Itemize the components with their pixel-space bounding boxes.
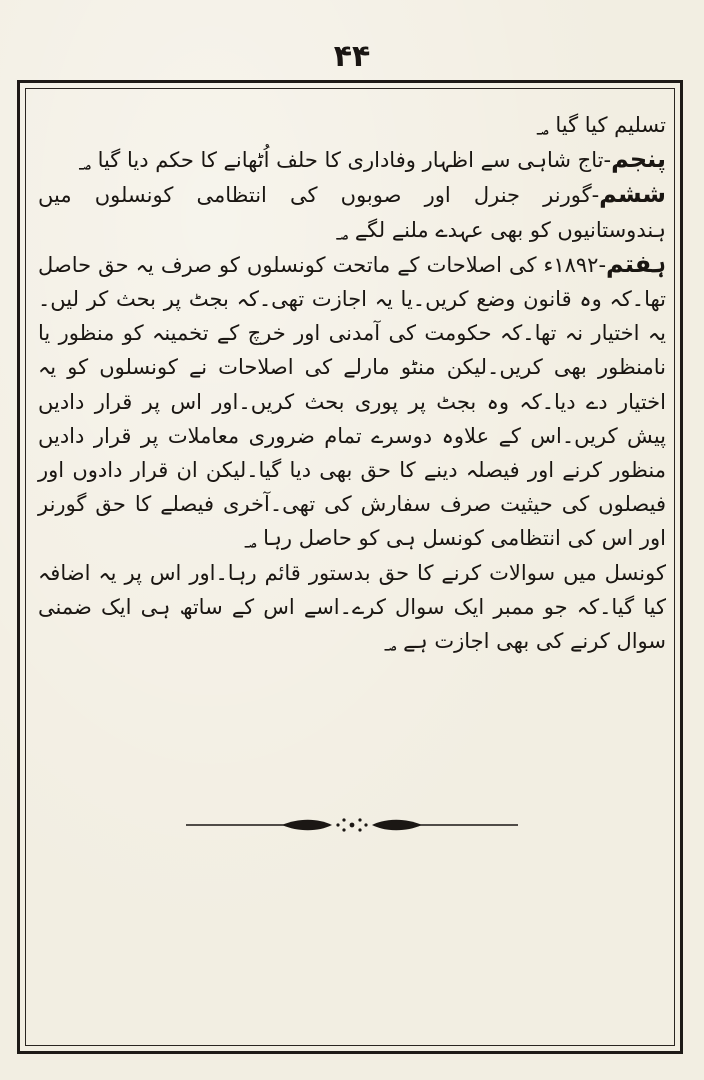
- paragraph-sixth: [38, 177, 666, 246]
- paragraph-text: تسلیم کیا گیا ؃: [536, 113, 666, 137]
- page-number: ۴۴: [333, 39, 371, 74]
- paragraph-heading: پنجم: [611, 145, 666, 174]
- paragraph-opening: [38, 108, 666, 142]
- paragraph-fifth: [38, 142, 666, 177]
- paragraph-text: -تاج شاہی سے اظہار وفاداری کا حلف اُٹھانے کا حکم دیا گیا ؃: [78, 148, 612, 173]
- paragraph-heading: ششم: [599, 180, 666, 209]
- paragraph-seventh: [38, 247, 666, 556]
- body-text: [38, 108, 666, 658]
- paragraph-text: -گورنر جنرل اور صوبوں کی انتظامی کونسلوں میں ہندوستانیوں کو بھی عہدے ملنے لگے ؃: [38, 183, 666, 242]
- paragraph-text: -۱۸۹۲ء کی اصلاحات کے ماتحت کونسلوں کو صرف یہ حق حاصل تھا۔کہ وہ قانون وضع کریں۔یا یہ اجازت تھی۔کہ بجٹ پر بحث کر لیں۔یہ اختیار نہ تھا۔کہ حکومت کی آمدنی اور خرچ کے تخمینہ کو منظور یا نامنظور بھی کریں۔لیکن منٹو مارلے کی اصلاحات نے کونسلوں کو یہ اختیار دے دیا۔کہ وہ بجٹ پر پوری بحث کریں۔اور اس پر قرار دادیں پیش کریں۔اس کے علاوہ دوسرے تمام ضروری معاملات پر قرار دادیں منظور کرنے اور فیصلہ دینے کا حق بھی دیا گیا۔لیکن ان قرار دادوں اور فیصلوں کی حیثیت صرف سفارش کی تھی۔آخری فیصلے کا حق گورنر اور اس کی انتظامی کونسل ہی کو حاصل رہا ؃: [38, 252, 666, 551]
- paragraph-heading: ہفتم: [606, 249, 666, 278]
- paragraph-text: کونسل میں سوالات کرنے کا حق بدستور قائم رہا۔اور اس پر یہ اضافہ کیا گیا۔کہ جو ممبر ایک سوال کرے۔اسے اس کے ساتھ ہی ایک ضمنی سوال کرنے کی بھی اجازت ہے ؃: [38, 560, 666, 654]
- section-divider-ornament: [186, 812, 518, 838]
- paragraph-council-questions: [38, 556, 666, 659]
